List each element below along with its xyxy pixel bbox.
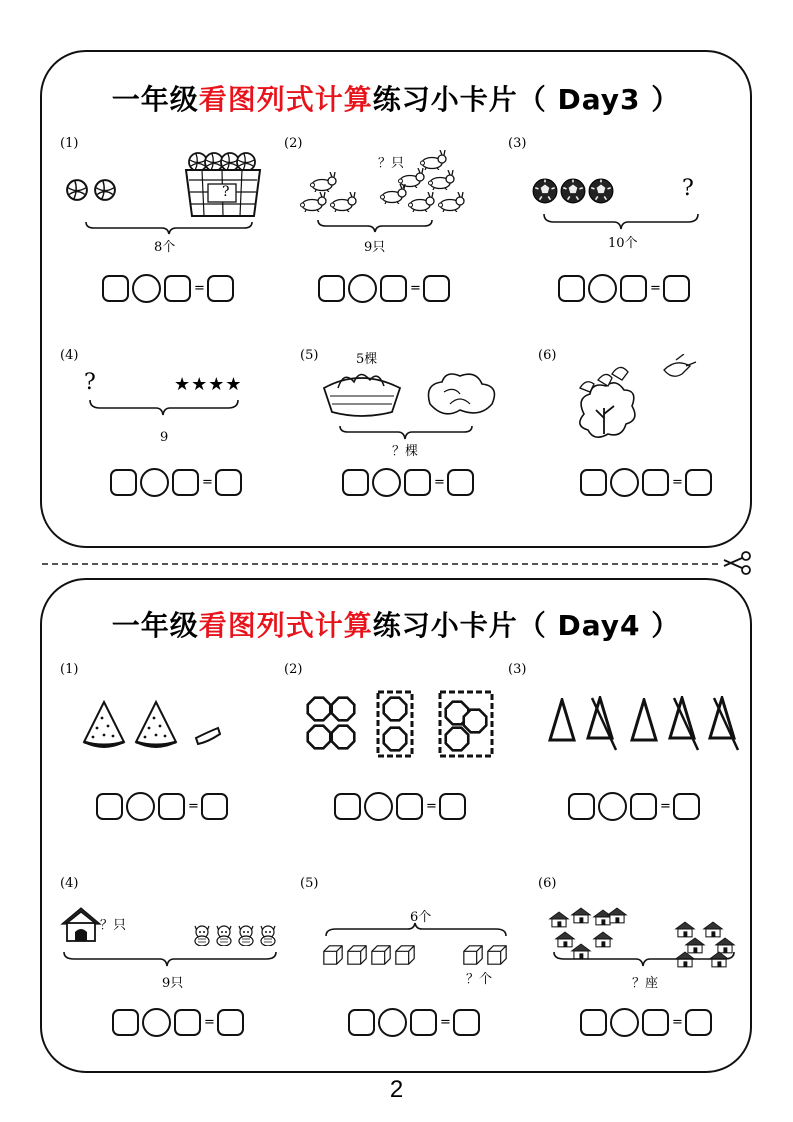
answer-box-1[interactable] <box>110 469 137 496</box>
answer-box-1[interactable] <box>342 469 369 496</box>
operator-circle[interactable] <box>610 468 639 497</box>
answer-row <box>334 792 469 821</box>
question-mark: ? <box>682 176 694 201</box>
cut-line <box>42 563 718 565</box>
brace-icon <box>316 218 436 234</box>
operator-circle[interactable] <box>142 1008 171 1037</box>
brace-icon <box>88 398 244 418</box>
problem-5 <box>294 876 524 1076</box>
answer-box-1[interactable] <box>348 1009 375 1036</box>
answer-box-result[interactable] <box>663 275 690 302</box>
answer-box-2[interactable] <box>642 469 669 496</box>
total-label: 10个 <box>608 236 638 251</box>
total-label: 9只 <box>162 976 184 991</box>
problem-number: (5) <box>300 348 319 363</box>
cubes-icon <box>322 942 518 968</box>
answer-box-2[interactable] <box>380 275 407 302</box>
answer-box-result[interactable] <box>673 793 700 820</box>
problem-3 <box>502 136 732 336</box>
equals-sign: = <box>410 281 421 296</box>
answer-row <box>342 468 477 497</box>
title-prefix: 一年级 <box>111 609 199 642</box>
answer-box-result[interactable] <box>207 275 234 302</box>
answer-row <box>348 1008 483 1037</box>
soccer-ball-icon <box>532 176 622 206</box>
total-label: 9 <box>160 430 169 445</box>
equals-sign: = <box>188 799 199 814</box>
answer-row <box>96 792 231 821</box>
answer-box-result[interactable] <box>217 1009 244 1036</box>
answer-box-1[interactable] <box>102 275 129 302</box>
answer-box-result[interactable] <box>447 469 474 496</box>
practice-card-day4 <box>40 578 752 1073</box>
answer-row <box>318 274 453 303</box>
answer-row <box>580 1008 715 1037</box>
problem-4 <box>54 348 284 548</box>
answer-box-result[interactable] <box>685 1009 712 1036</box>
top-label: 6个 <box>410 910 432 925</box>
scissors-icon <box>722 550 752 576</box>
problem-number: (2) <box>284 662 303 677</box>
answer-box-result[interactable] <box>453 1009 480 1036</box>
answer-box-2[interactable] <box>396 793 423 820</box>
problem-6 <box>532 876 762 1076</box>
birds-tree-icon <box>572 354 702 446</box>
problem-number: (6) <box>538 876 557 891</box>
bottom-label: ？个 <box>466 972 493 987</box>
answer-box-1[interactable] <box>318 275 345 302</box>
equals-sign: = <box>426 799 437 814</box>
card-title <box>42 78 750 118</box>
answer-box-1[interactable] <box>580 1009 607 1036</box>
answer-box-2[interactable] <box>620 275 647 302</box>
problem-5 <box>294 348 524 548</box>
answer-row <box>112 1008 247 1037</box>
answer-box-result[interactable] <box>439 793 466 820</box>
title-prefix: 一年级 <box>111 83 199 116</box>
top-label: ？只 <box>378 156 405 171</box>
equals-sign: = <box>672 475 683 490</box>
problem-1 <box>54 662 284 862</box>
brace-icon <box>324 922 510 938</box>
operator-circle[interactable] <box>348 274 377 303</box>
answer-box-2[interactable] <box>642 1009 669 1036</box>
top-label: 5棵 <box>356 352 378 367</box>
title-highlight: 看图列式计算 <box>198 609 373 642</box>
answer-row <box>568 792 703 821</box>
answer-box-2[interactable] <box>404 469 431 496</box>
problem-number: (1) <box>60 136 79 151</box>
rabbits-icon <box>298 148 468 216</box>
operator-circle[interactable] <box>378 1008 407 1037</box>
equals-sign: = <box>202 475 213 490</box>
answer-box-2[interactable] <box>630 793 657 820</box>
equals-sign: = <box>660 799 671 814</box>
equals-sign: = <box>434 475 445 490</box>
answer-box-1[interactable] <box>96 793 123 820</box>
question-mark: ? <box>84 370 96 395</box>
title-suffix: 练习小卡片（ Day4 ） <box>372 609 681 642</box>
problem-number: (4) <box>60 876 79 891</box>
trees-icon <box>546 694 746 754</box>
answer-box-2[interactable] <box>410 1009 437 1036</box>
problem-3 <box>502 662 732 862</box>
answer-box-1[interactable] <box>580 469 607 496</box>
operator-circle[interactable] <box>588 274 617 303</box>
octagon-groups-icon <box>302 686 502 762</box>
total-label: 9只 <box>364 240 386 255</box>
brace-icon <box>62 950 280 970</box>
problem-6 <box>532 348 762 548</box>
problem-number: (6) <box>538 348 557 363</box>
brace-icon <box>552 950 738 970</box>
cats-icon <box>192 920 282 948</box>
stars-row: ★★★★ <box>174 374 243 395</box>
equals-sign: = <box>650 281 661 296</box>
problem-number: (2) <box>284 136 303 151</box>
operator-circle[interactable] <box>364 792 393 821</box>
problem-number: (4) <box>60 348 79 363</box>
operator-circle[interactable] <box>132 274 161 303</box>
total-label: ？棵 <box>392 444 419 459</box>
watermelon-icon <box>82 698 242 754</box>
brace-icon <box>542 212 702 232</box>
card-title <box>42 604 750 644</box>
practice-card-day3 <box>40 50 752 548</box>
total-label: 8个 <box>154 240 176 255</box>
answer-box-2[interactable] <box>158 793 185 820</box>
answer-box-2[interactable] <box>172 469 199 496</box>
answer-box-2[interactable] <box>174 1009 201 1036</box>
title-suffix: 练习小卡片（ Day3 ） <box>372 83 681 116</box>
equals-sign: = <box>204 1015 215 1030</box>
problem-number: (5) <box>300 876 319 891</box>
equals-sign: = <box>672 1015 683 1030</box>
answer-box-result[interactable] <box>215 469 242 496</box>
answer-row <box>110 468 245 497</box>
doghouse-icon <box>60 906 102 944</box>
answer-box-result[interactable] <box>423 275 450 302</box>
problem-2 <box>278 662 508 862</box>
total-label: ？座 <box>632 976 659 991</box>
answer-box-2[interactable] <box>164 275 191 302</box>
problem-number: (3) <box>508 136 527 151</box>
operator-circle[interactable] <box>126 792 155 821</box>
volleyball-icon <box>66 178 122 202</box>
operator-circle[interactable] <box>372 468 401 497</box>
operator-circle[interactable] <box>610 1008 639 1037</box>
problem-2 <box>278 136 508 336</box>
answer-box-result[interactable] <box>201 793 228 820</box>
answer-box-1[interactable] <box>334 793 361 820</box>
answer-row <box>558 274 693 303</box>
problem-4 <box>54 876 284 1076</box>
operator-circle[interactable] <box>598 792 627 821</box>
answer-box-result[interactable] <box>685 469 712 496</box>
answer-box-1[interactable] <box>558 275 585 302</box>
brace-icon <box>84 220 254 236</box>
equals-sign: = <box>440 1015 451 1030</box>
problem-number: (1) <box>60 662 79 677</box>
answer-row <box>102 274 237 303</box>
equals-sign: = <box>194 281 205 296</box>
answer-box-1[interactable] <box>568 793 595 820</box>
page-number: 2 <box>389 1076 404 1103</box>
cabbage-basket-icon <box>320 364 506 420</box>
problem-number: (3) <box>508 662 527 677</box>
question-mark: ? <box>222 184 230 200</box>
problem-1 <box>54 136 284 336</box>
top-label: ？只 <box>100 918 127 933</box>
operator-circle[interactable] <box>140 468 169 497</box>
answer-box-1[interactable] <box>112 1009 139 1036</box>
title-highlight: 看图列式计算 <box>198 83 373 116</box>
answer-row <box>580 468 715 497</box>
